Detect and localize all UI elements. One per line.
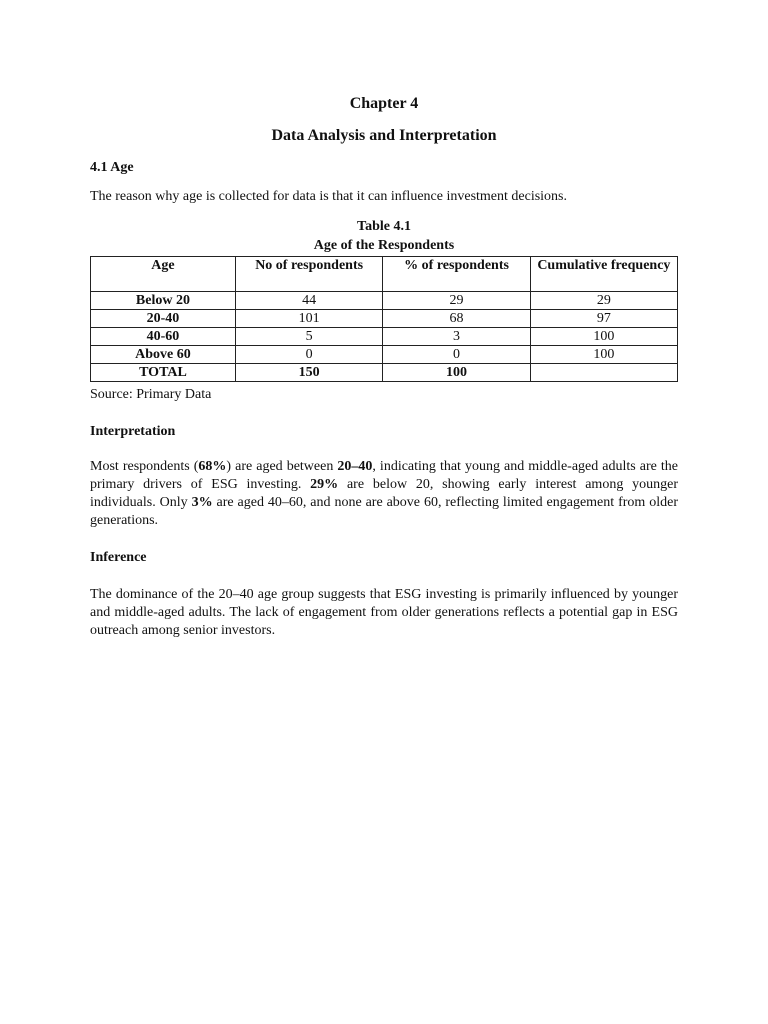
interpretation-paragraph xyxy=(90,458,678,530)
table-row xyxy=(91,292,678,310)
cell-age: Above 60 xyxy=(91,346,236,364)
table-row xyxy=(91,346,678,364)
cell-cumulative: 100 xyxy=(530,346,677,364)
cell-percent: 3 xyxy=(383,328,530,346)
chapter-heading: Chapter 4 xyxy=(349,95,419,112)
interp-bold-3: 29% xyxy=(310,477,339,492)
interp-text-2: ) are aged between xyxy=(226,459,338,474)
cell-cumulative: 97 xyxy=(530,310,677,328)
cell-total-percent: 100 xyxy=(383,364,530,382)
header-percent: % of respondents xyxy=(383,257,530,292)
table-row xyxy=(91,328,678,346)
interp-text-3: , indicating that young and middle-aged adults are the primary drivers of ESG investing. xyxy=(90,459,678,492)
cell-total-count: 150 xyxy=(235,364,382,382)
cell-total-label: TOTAL xyxy=(91,364,236,382)
cell-age: 20-40 xyxy=(91,310,236,328)
cell-count: 5 xyxy=(235,328,382,346)
interpretation-heading: Interpretation xyxy=(90,424,176,439)
cell-count: 101 xyxy=(235,310,382,328)
cell-total-cumulative xyxy=(530,364,677,382)
section-heading: 4.1 Age xyxy=(90,160,134,175)
cell-cumulative: 29 xyxy=(530,292,677,310)
interp-bold-2: 20–40 xyxy=(337,459,373,474)
header-age: Age xyxy=(91,257,236,292)
table-label: Table 4.1 xyxy=(357,219,411,234)
page-title: Data Analysis and Interpretation xyxy=(271,127,497,144)
cell-percent: 68 xyxy=(383,310,530,328)
inference-paragraph: The dominance of the 20–40 age group suggests that ESG investing is primarily influenced by younger and middle-aged adults. The lack of engagement from older generations reflects a potential gap in ESG outreach among senior investors. xyxy=(90,587,678,638)
cell-percent: 29 xyxy=(383,292,530,310)
respondents-age-table xyxy=(90,256,678,382)
interp-bold-4: 3% xyxy=(191,495,213,510)
cell-count: 44 xyxy=(235,292,382,310)
cell-age: Below 20 xyxy=(91,292,236,310)
header-cumulative: Cumulative frequency xyxy=(530,257,677,292)
table-header-row xyxy=(91,257,678,292)
table-source: Source: Primary Data xyxy=(90,387,212,402)
table-total-row xyxy=(91,364,678,382)
table-row xyxy=(91,310,678,328)
interp-text-4: are below 20, showing early interest among younger individuals. Only xyxy=(90,477,678,510)
section-intro: The reason why age is collected for data is that it can influence investment decisions. xyxy=(90,189,568,204)
cell-count: 0 xyxy=(235,346,382,364)
table-caption: Age of the Respondents xyxy=(313,238,455,253)
interp-text-1: Most respondents ( xyxy=(90,459,199,474)
cell-age: 40-60 xyxy=(91,328,236,346)
header-count: No of respondents xyxy=(235,257,382,292)
inference-heading: Inference xyxy=(90,550,147,565)
interp-text-5: are aged 40–60, and none are above 60, reflecting limited engagement from older generations. xyxy=(90,495,678,528)
cell-percent: 0 xyxy=(383,346,530,364)
interp-bold-1: 68% xyxy=(198,459,227,474)
cell-cumulative: 100 xyxy=(530,328,677,346)
